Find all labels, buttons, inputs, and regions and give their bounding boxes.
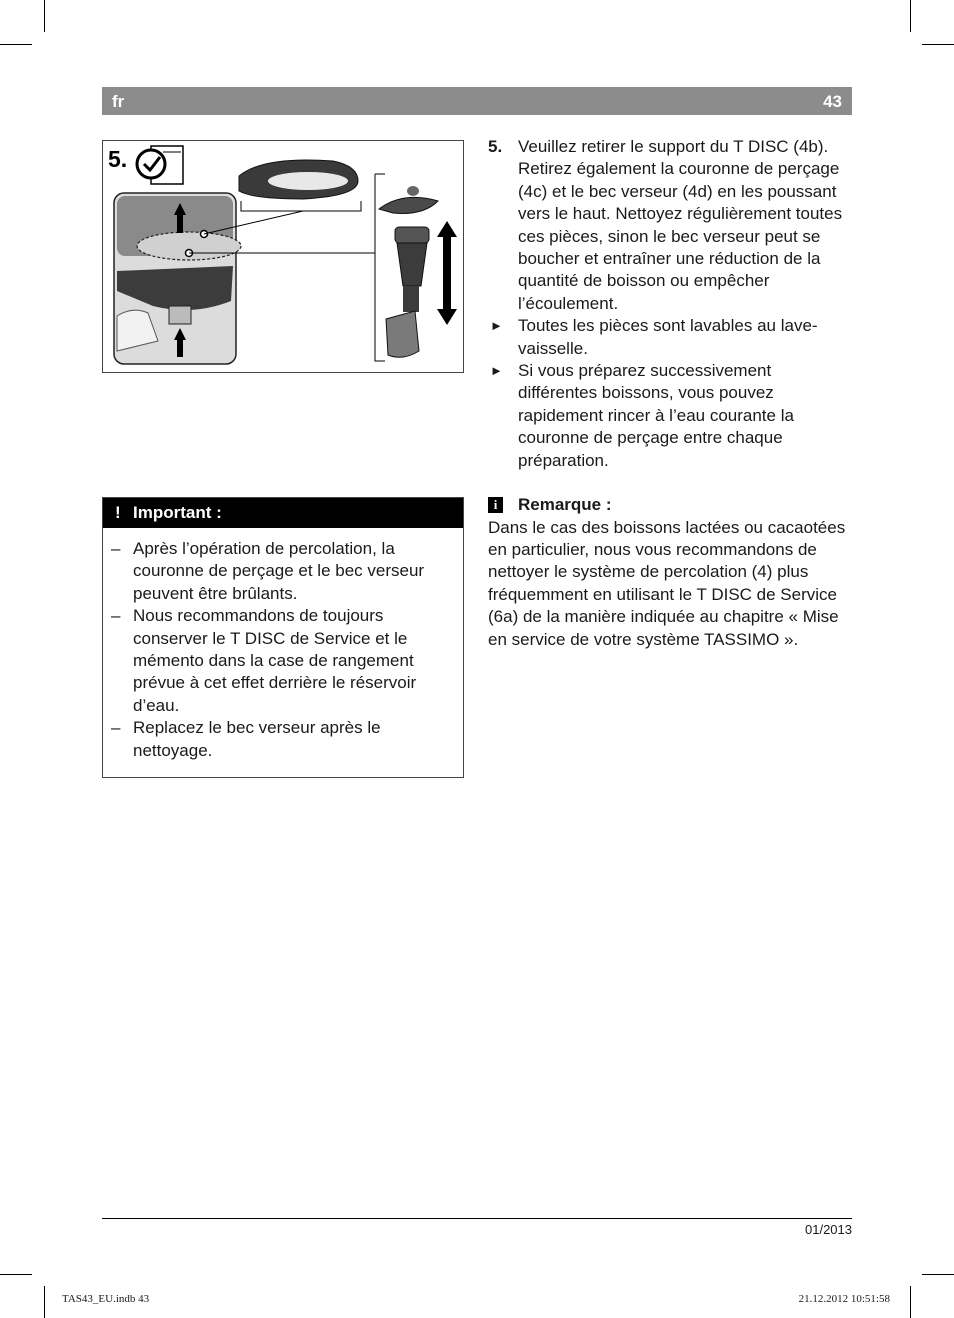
list-item: – Replacez le bec verseur après le nettoyage. <box>111 718 381 760</box>
machine-body-drawing <box>114 193 241 364</box>
crop-mark <box>44 0 45 32</box>
footer-date: 01/2013 <box>805 1222 852 1237</box>
info-icon: i <box>488 497 503 513</box>
crop-mark <box>910 0 911 32</box>
list-item: – Après l’opération de percolation, la couronne de perçage et le bec verseur peuvent être brûlants. <box>111 539 425 603</box>
list-item: – Nous recommandons de toujours conserver le T DISC de Service et le mémento dans la case de rangement prévue à cet effet derrière le réservoir d’eau. <box>111 606 417 715</box>
warning-icon: ! <box>115 503 121 522</box>
note-text: Dans le cas des boissons lactées ou cacaotées en particulier, nous vous recommandons de nettoyer le système de percolation (4) plus fréquemment en utilisant le T DISC de Service (6a) de la manière indiquée au chapitre « Mise en service de votre système TASSIMO ». <box>488 517 846 649</box>
crop-mark <box>922 1274 954 1275</box>
step-5 <box>488 136 848 315</box>
arrow-bullet-icon: ► <box>490 318 503 334</box>
crop-mark <box>922 44 954 45</box>
important-title: Important : <box>133 503 222 522</box>
step-illustration <box>102 140 464 373</box>
list-item: ► Si vous préparez successivement différentes boissons, vous pouvez rapidement rincer à l’eau courante la couronne de perçage entre chaque préparation. <box>490 361 794 470</box>
print-slug-file: TAS43_EU.indb 43 <box>62 1293 150 1305</box>
crop-mark <box>0 44 32 45</box>
step-label: 5. <box>108 146 128 172</box>
piercing-crown-drawing <box>239 160 361 211</box>
language-code: fr <box>112 92 125 111</box>
list-item: ► Toutes les pièces sont lavables au lave-vaisselle. <box>490 316 818 358</box>
crop-mark <box>910 1286 911 1318</box>
print-slug-timestamp: 21.12.2012 10:51:58 <box>798 1293 890 1305</box>
arrow-bullet-icon: ► <box>490 363 503 379</box>
instructions-column <box>488 136 848 651</box>
up-down-arrow-icon <box>437 221 457 325</box>
footer-rule <box>102 1218 852 1219</box>
page-header <box>102 87 852 115</box>
note-header <box>488 494 848 516</box>
important-list <box>103 528 463 762</box>
page-number: 43 <box>823 92 842 111</box>
important-header <box>103 498 463 528</box>
spout-drawing <box>379 186 438 357</box>
important-box <box>102 497 464 778</box>
cleaning-parts-drawing <box>103 141 465 374</box>
crop-mark <box>44 1286 45 1318</box>
step-text: Veuillez retirer le support du T DISC (4b). Retirez également la couronne de perçage (4c) et le bec verseur (4d) en les poussant vers le haut. Nettoyez régulièrement toutes ces pièces, sinon le bec verseur peut se boucher et entraîner une réduction de la quantité de boisson ou empêcher l’écoulement. <box>518 137 843 313</box>
note-title: Remarque : <box>518 495 612 515</box>
dishwasher-check-icon <box>137 146 183 184</box>
step-number: 5. <box>488 137 503 156</box>
crop-mark <box>0 1274 32 1275</box>
